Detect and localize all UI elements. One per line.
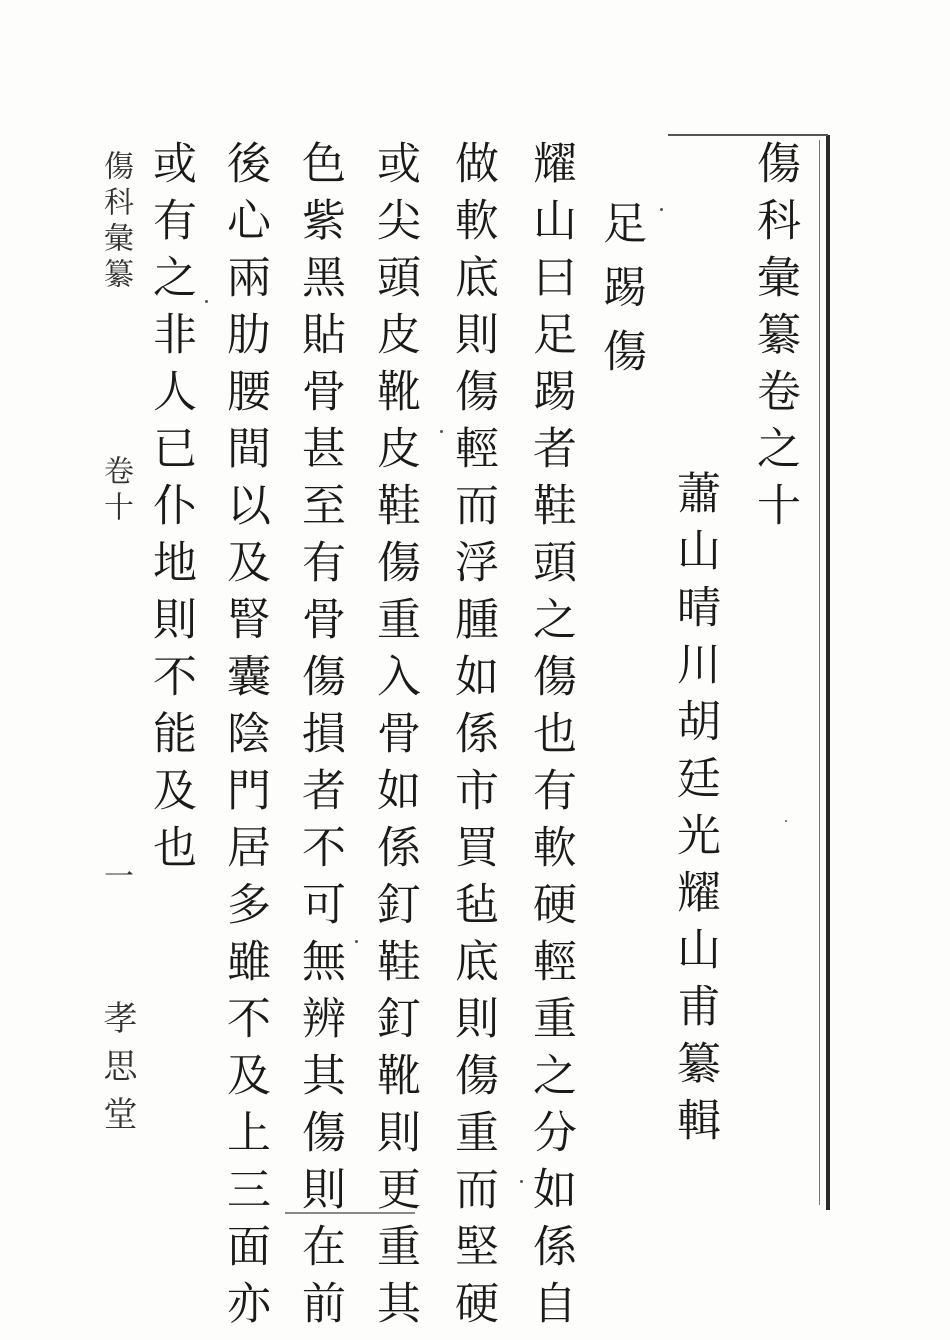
margin-page-number: 一	[98, 860, 133, 896]
body-column-1: 耀山曰足踢者鞋頭之傷也有軟硬輕重之分如係自	[525, 140, 576, 1337]
ink-speck	[520, 1180, 523, 1183]
margin-volume-label: 卷十	[98, 455, 133, 527]
collection-mark: 孝思堂	[97, 1000, 137, 1144]
ink-speck	[785, 820, 787, 822]
margin-book-label: 傷科彙纂	[98, 150, 133, 294]
frame-right-border	[826, 135, 830, 1210]
ink-speck	[205, 300, 208, 303]
ink-speck	[440, 430, 443, 433]
ink-speck	[660, 208, 663, 211]
ink-speck	[355, 940, 358, 943]
body-column-3: 或尖頭皮靴皮鞋傷重入骨如係釘鞋釘靴則更重其	[369, 140, 420, 1337]
body-column-6: 或有之非人已仆地則不能及也	[145, 140, 196, 881]
body-column-5: 後心兩肋腰間以及腎囊陰門居多雖不及上三面亦	[219, 140, 270, 1337]
section-heading: 足踢傷	[595, 200, 646, 392]
frame-right-inner-border	[819, 140, 820, 1205]
book-title: 傷科彙纂卷之十	[749, 140, 800, 539]
body-column-2: 做軟底則傷輕而浮腫如係市買毡底則傷重而堅硬	[447, 140, 498, 1337]
frame-top-border	[668, 134, 828, 136]
body-column-4: 色紫黑貼骨甚至有骨傷損者不可無辨其傷則在前	[294, 140, 345, 1337]
author-line: 蕭山晴川胡廷光耀山甫纂輯	[669, 470, 720, 1154]
